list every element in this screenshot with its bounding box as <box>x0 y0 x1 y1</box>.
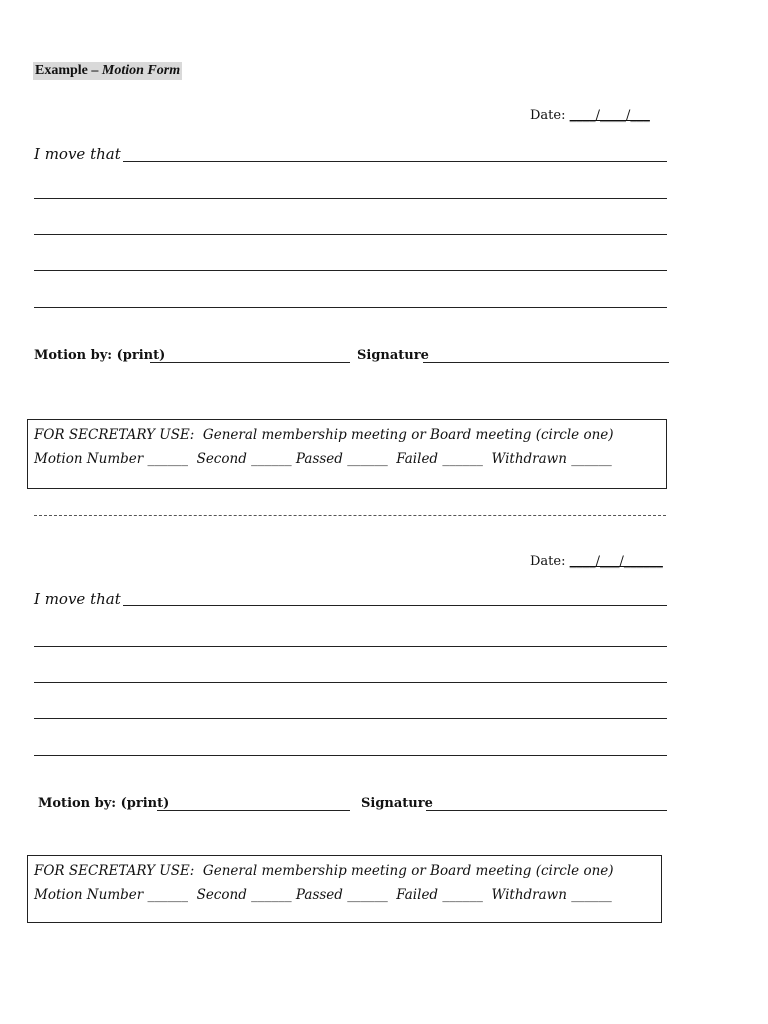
motion-line[interactable] <box>34 307 667 308</box>
motion-line[interactable] <box>34 682 667 683</box>
secretary-box <box>27 855 662 923</box>
motion-line[interactable] <box>34 646 667 647</box>
motion-line[interactable] <box>34 161 667 162</box>
date-blank[interactable]: ____/____/___ <box>569 108 650 123</box>
motion-line[interactable] <box>34 605 667 606</box>
motion-line[interactable] <box>34 198 667 199</box>
motion-by-print-field[interactable] <box>150 362 350 363</box>
secretary-box <box>27 419 667 489</box>
move-that-label: I move that <box>34 590 121 608</box>
cut-line-divider <box>34 515 666 516</box>
motion-by-print-field[interactable] <box>157 810 350 811</box>
signature-field[interactable] <box>423 362 669 363</box>
signature-field[interactable] <box>426 810 667 811</box>
form-title-italic: Motion Form <box>101 63 181 78</box>
secretary-line-1: FOR SECRETARY USE: General membership meeting or Board meeting (circle one) <box>34 427 614 443</box>
motion-line[interactable] <box>34 234 667 235</box>
secretary-line-1: FOR SECRETARY USE: General membership meeting or Board meeting (circle one) <box>34 863 614 879</box>
signature-label: Signature <box>357 348 429 363</box>
move-that-label: I move that <box>34 145 121 163</box>
form-title <box>33 62 182 80</box>
date-label: Date: <box>530 108 566 123</box>
date-label: Date: <box>530 554 566 569</box>
date-field-2 <box>530 554 663 569</box>
motion-line[interactable] <box>34 270 667 271</box>
motion-by-label: Motion by: (print) <box>34 348 166 363</box>
signature-label: Signature <box>361 796 433 811</box>
motion-by-label: Motion by: (print) <box>38 796 170 811</box>
motion-line[interactable] <box>34 718 667 719</box>
date-blank[interactable]: ____/___/______ <box>569 554 663 569</box>
secretary-line-2: Motion Number ______ Second ______ Passed ______ Failed ______ Withdrawn ______ <box>34 451 612 467</box>
secretary-line-2: Motion Number ______ Second ______ Passed ______ Failed ______ Withdrawn ______ <box>34 887 612 903</box>
date-field-1 <box>530 108 650 123</box>
form-title-prefix: Example – <box>35 63 102 78</box>
motion-line[interactable] <box>34 755 667 756</box>
